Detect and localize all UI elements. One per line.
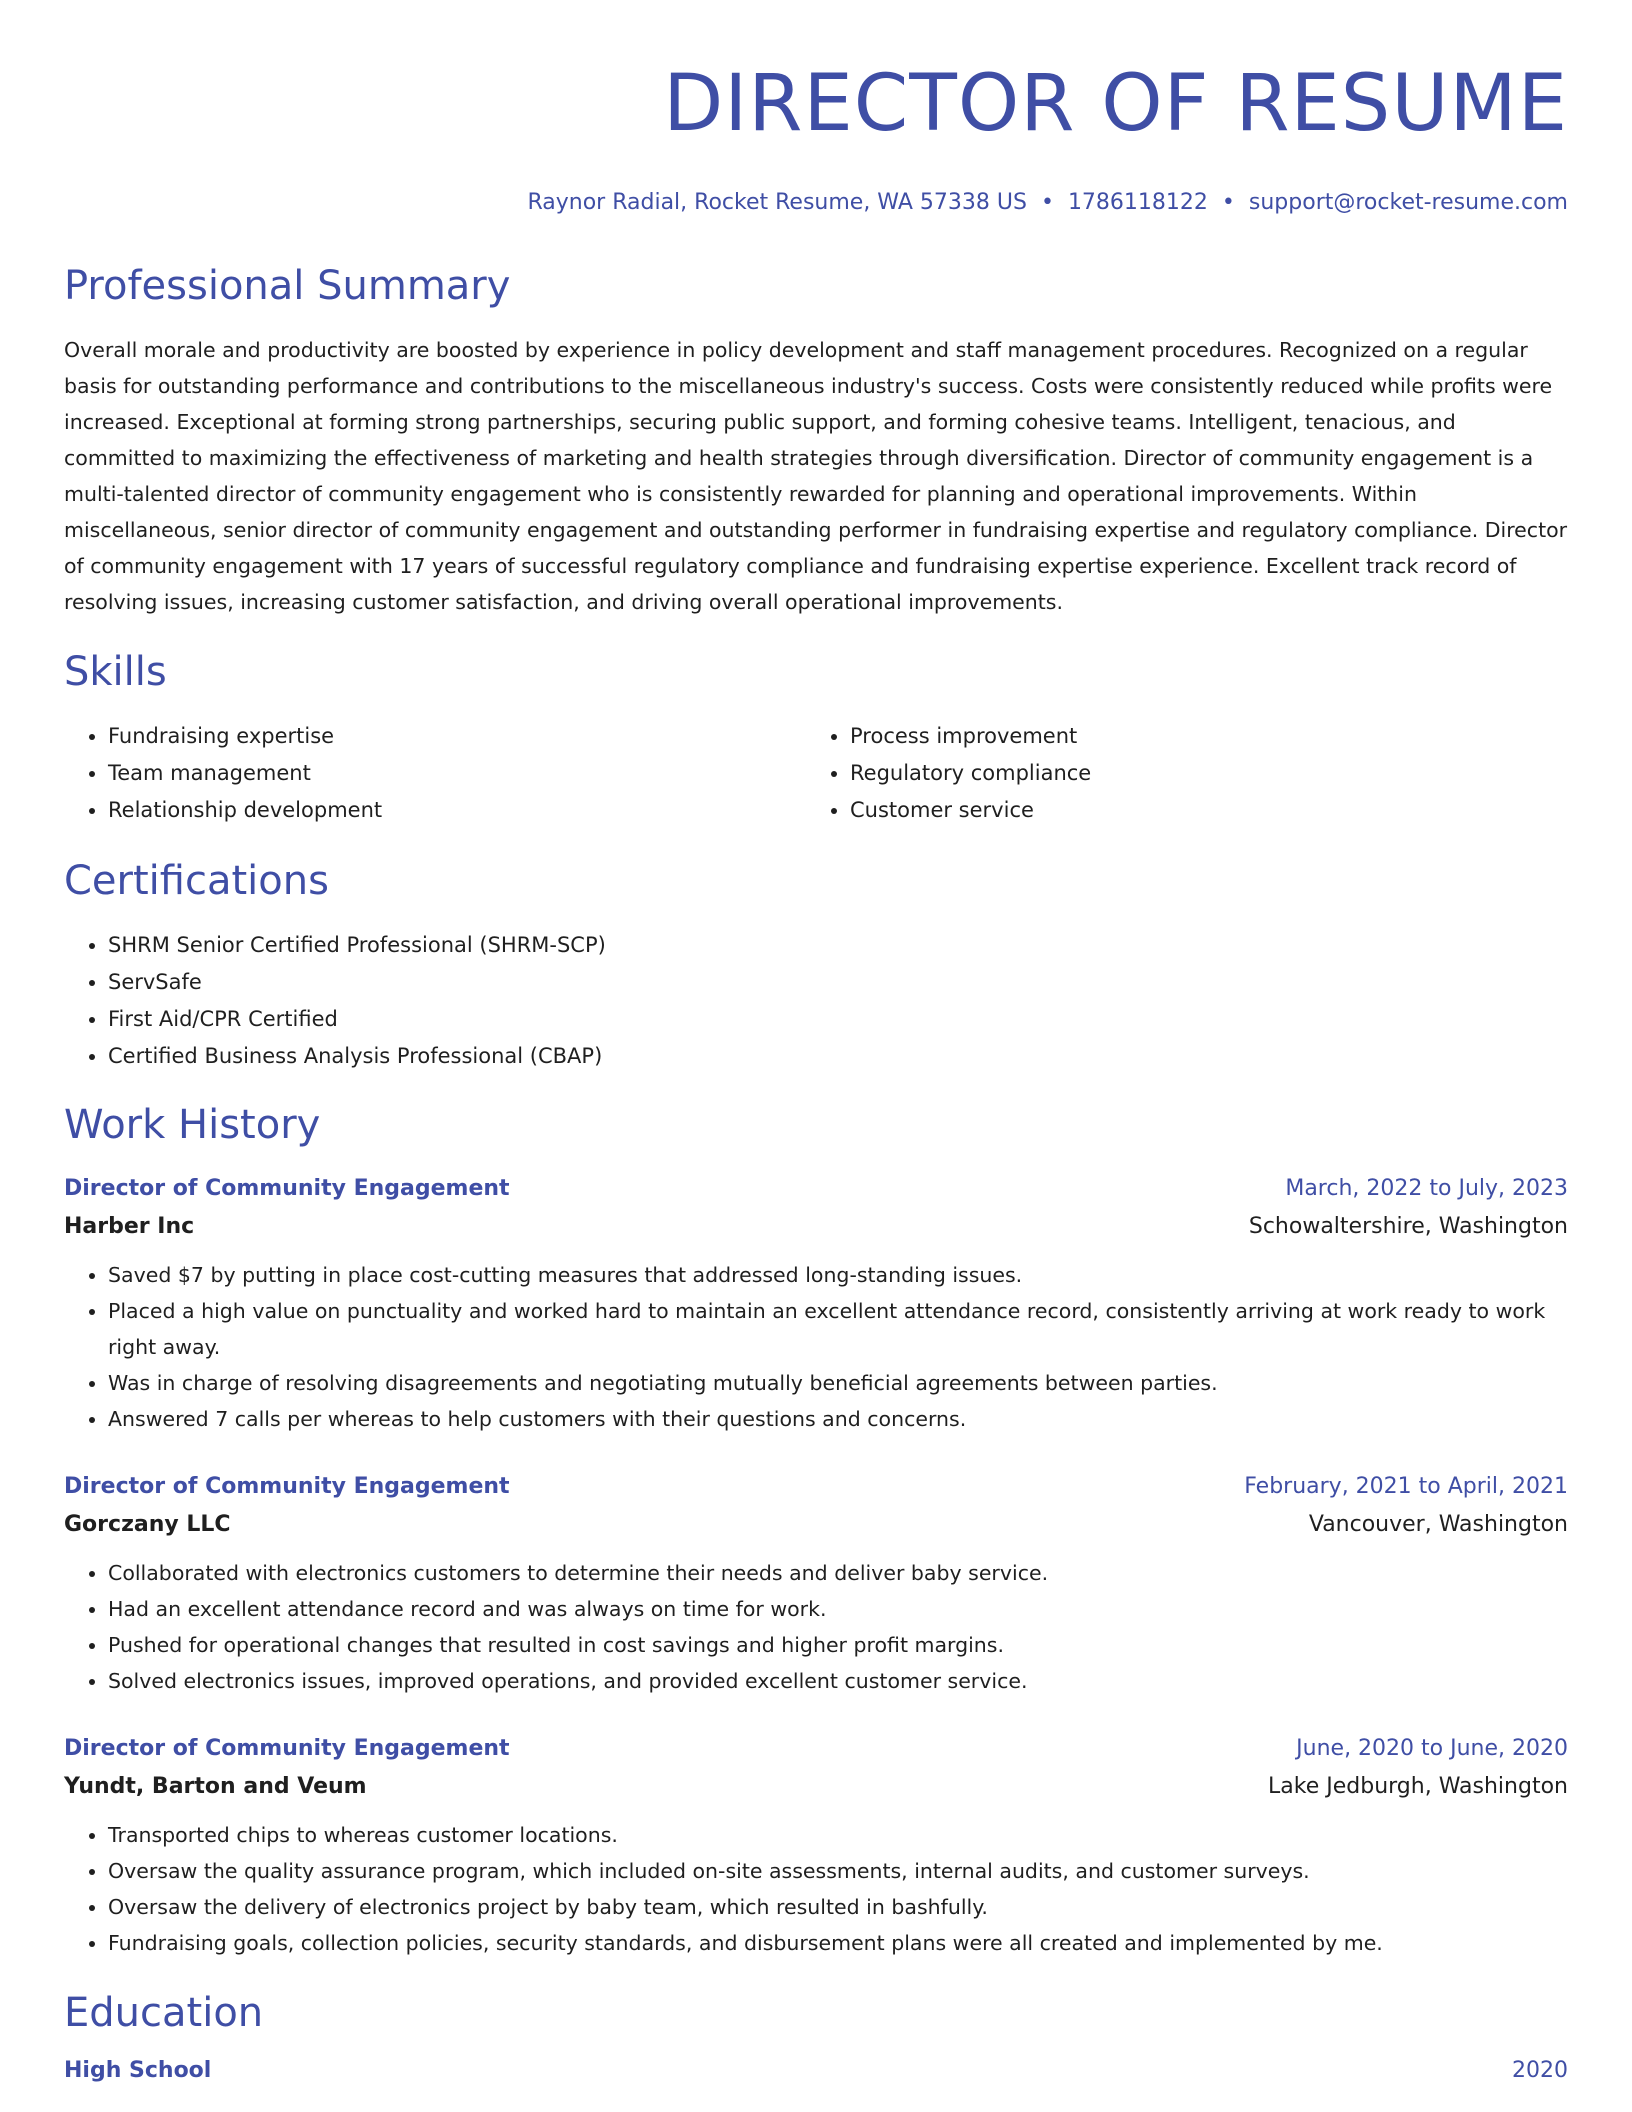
job-title: Director of Community Engagement: [64, 1736, 510, 1761]
job-bullet: • Was in charge of resolving disagreements and negotiating mutually beneficial agreements between parties.: [108, 1365, 1568, 1401]
certification-item: • ServSafe: [108, 964, 1568, 1001]
education-year: 2020: [1512, 2058, 1568, 2083]
education-row: [64, 2053, 1568, 2089]
skills-grid: [64, 718, 1568, 829]
job-bullet: • Solved electronics issues, improved operations, and provided excellent customer service.: [108, 1663, 1568, 1699]
skills-list-left: [64, 718, 806, 829]
job-bullet: • Collaborated with electronics customers to determine their needs and deliver baby service.: [108, 1555, 1568, 1591]
contact-separator: •: [1221, 190, 1235, 215]
contact-address: Raynor Radial, Rocket Resume, WA 57338 US: [527, 190, 1027, 215]
certifications-heading: Certifications: [64, 858, 329, 904]
job-header-row: [64, 1731, 1568, 1767]
certification-item: • Certified Business Analysis Professional (CBAP): [108, 1038, 1568, 1075]
job-bullet: • Oversaw the quality assurance program, which included on-site assessments, internal audits, and customer surveys.: [108, 1853, 1568, 1889]
job-bullet: • Placed a high value on punctuality and worked hard to maintain an excellent attendance record, consistently arriving at work ready to work right away.: [108, 1293, 1568, 1365]
education-heading: Education: [64, 1990, 264, 2036]
job-bullet: • Pushed for operational changes that resulted in cost savings and higher profit margins.: [108, 1627, 1568, 1663]
job-bullet: • Fundraising goals, collection policies, security standards, and disbursement plans were all created and implemented by me.: [108, 1925, 1568, 1961]
skill-item: • Team management: [108, 755, 806, 792]
job-bullet: • Had an excellent attendance record and was always on time for work.: [108, 1591, 1568, 1627]
job-title: Director of Community Engagement: [64, 1474, 510, 1499]
job-bullet: • Saved $7 by putting in place cost-cutting measures that addressed long-standing issues.: [108, 1257, 1568, 1293]
job-location: Schowaltershire, Washington: [1248, 1214, 1568, 1239]
job-bullet: • Oversaw the delivery of electronics project by baby team, which resulted in bashfully.: [108, 1889, 1568, 1925]
resume-name: DIRECTOR OF RESUME: [663, 59, 1568, 149]
skills-heading: Skills: [64, 649, 167, 695]
job-dates: June, 2020 to June, 2020: [1296, 1736, 1568, 1761]
job-bullets: [64, 1817, 1568, 1961]
job-dates: March, 2022 to July, 2023: [1285, 1176, 1568, 1201]
skill-item: • Relationship development: [108, 792, 806, 829]
job-bullet: • Transported chips to whereas customer locations.: [108, 1817, 1568, 1853]
job-title: Director of Community Engagement: [64, 1176, 510, 1201]
contact-email[interactable]: support@rocket-resume.com: [1248, 190, 1568, 215]
contact-phone: 1786118122: [1067, 190, 1208, 215]
job-location: Lake Jedburgh, Washington: [1268, 1774, 1568, 1799]
resume-page: [64, 0, 1568, 2089]
certification-item: • First Aid/CPR Certified: [108, 1001, 1568, 1038]
job-dates: February, 2021 to April, 2021: [1244, 1474, 1568, 1499]
summary-text: Overall morale and productivity are boosted by experience in policy development and staff management procedures. Recognized on a regular basis for outstanding performance and contributions to the miscellaneous industry's success. Costs were consistently reduced while profits were increased. Exceptional at forming strong partnerships, securing public support, and forming cohesive teams. Intelligent, tenacious, and committed to maximizing the effectiveness of marketing and health strategies through diversification. Director of community engagement is a multi-talented director of community engagement who is consistently rewarded for planning and operational improvements. Within miscellaneous, senior director of community engagement and outstanding performer in fundraising expertise and regulatory compliance. Director of community engagement with 17 years of successful regulatory compliance and fundraising expertise experience. Excellent track record of resolving issues, increasing customer satisfaction, and driving overall operational improvements.: [64, 338, 1568, 614]
certification-item: • SHRM Senior Certified Professional (SHRM-SCP): [108, 927, 1568, 964]
certifications-list: [64, 927, 1568, 1075]
job-entry: [64, 1469, 1568, 1699]
contact-separator: •: [1040, 190, 1054, 215]
job-company-row: [64, 1207, 1568, 1247]
job-entry: [64, 1731, 1568, 1961]
job-location: Vancouver, Washington: [1308, 1512, 1568, 1537]
job-header-row: [64, 1469, 1568, 1505]
contact-line: [64, 188, 1568, 218]
skills-list-right: [806, 718, 1548, 829]
work-history-heading: Work History: [64, 1102, 321, 1148]
skill-item: • Fundraising expertise: [108, 718, 806, 755]
job-bullets: [64, 1555, 1568, 1699]
job-header-row: [64, 1171, 1568, 1207]
job-company: Yundt, Barton and Veum: [64, 1774, 367, 1799]
job-bullets: [64, 1257, 1568, 1437]
job-company: Harber Inc: [64, 1214, 195, 1239]
job-company-row: [64, 1767, 1568, 1807]
job-entry: [64, 1171, 1568, 1437]
skill-item: • Process improvement: [850, 718, 1548, 755]
job-bullet: • Answered 7 calls per whereas to help customers with their questions and concerns.: [108, 1401, 1568, 1437]
job-company: Gorczany LLC: [64, 1512, 231, 1537]
skill-item: • Customer service: [850, 792, 1548, 829]
skill-item: • Regulatory compliance: [850, 755, 1548, 792]
education-degree: High School: [64, 2058, 212, 2083]
summary-heading: Professional Summary: [64, 263, 511, 309]
job-company-row: [64, 1505, 1568, 1545]
